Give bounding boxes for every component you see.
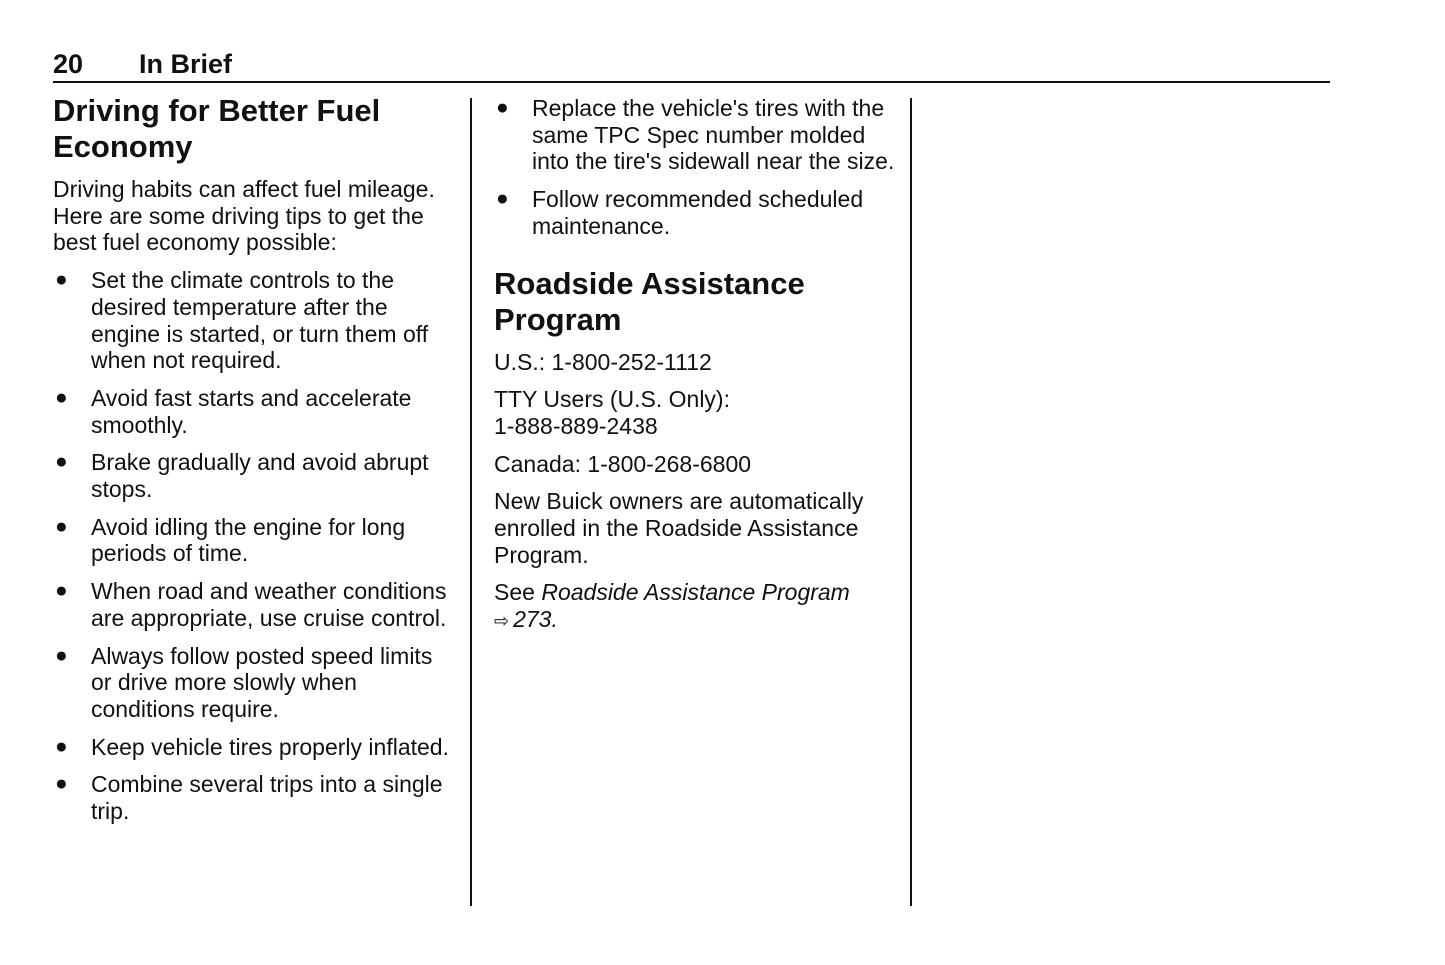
bullet-icon: ● bbox=[55, 268, 68, 292]
list-item: ● Brake gradually and avoid abrupt stops. bbox=[55, 449, 429, 503]
section-title: In Brief bbox=[139, 49, 233, 79]
bullet-icon: ● bbox=[55, 385, 68, 409]
bullet-icon: ● bbox=[55, 514, 68, 538]
list-item: ● When road and weather conditions are appropriate, use cruise control. bbox=[55, 578, 447, 631]
bullet-icon: ● bbox=[55, 734, 68, 758]
bullet-icon: ● bbox=[55, 772, 68, 796]
list-item: ● Always follow posted speed limits or drive more slowly when conditions require. bbox=[55, 642, 433, 722]
bullet-icon: ● bbox=[55, 579, 68, 603]
page-ref-arrow-icon: ⇨ bbox=[494, 611, 510, 632]
roadside-heading: Roadside Assistance Program bbox=[494, 265, 805, 337]
see-link[interactable]: Roadside Assistance Program bbox=[541, 579, 850, 606]
page-number: 20 bbox=[53, 49, 84, 79]
column-divider-left bbox=[470, 98, 472, 906]
list-item: ● Follow recommended scheduled maintenance. bbox=[496, 186, 864, 239]
fuel-economy-intro: Driving habits can affect fuel mileage. Here are some driving tips to get the best fuel economy possible: bbox=[53, 176, 435, 256]
list-item: ● Avoid fast starts and accelerate smoothly. bbox=[55, 384, 412, 438]
middle-column bbox=[494, 95, 899, 635]
list-item: ● Keep vehicle tires properly inflated. bbox=[55, 733, 449, 760]
header-rule bbox=[53, 81, 1330, 83]
page-header bbox=[53, 44, 1330, 82]
bullet-icon: ● bbox=[55, 450, 68, 474]
left-column bbox=[53, 93, 453, 825]
cross-reference bbox=[494, 579, 899, 634]
see-page[interactable]: 273 bbox=[513, 606, 552, 633]
see-suffix: . bbox=[551, 606, 558, 633]
fuel-economy-heading: Driving for Better Fuel Economy bbox=[53, 93, 381, 164]
bullet-icon: ● bbox=[496, 96, 509, 119]
see-prefix: See bbox=[494, 579, 535, 606]
bullet-icon: ● bbox=[496, 187, 509, 211]
us-phone: U.S.: 1-800-252-1112 bbox=[494, 348, 712, 375]
column-divider-right bbox=[910, 98, 912, 906]
tty-label: TTY Users (U.S. Only): bbox=[494, 386, 730, 413]
roadside-description: New Buick owners are automatically enrolled in the Roadside Assistance Program. bbox=[494, 488, 864, 568]
fuel-tips-list-continued bbox=[494, 95, 899, 240]
list-item: ● Combine several trips into a single trip. bbox=[55, 771, 443, 825]
bullet-icon: ● bbox=[55, 643, 68, 667]
list-item: ● Set the climate controls to the desired temperature after the engine is started, or turn them off when not required. bbox=[55, 267, 429, 374]
list-item: ● Replace the vehicle's tires with the same TPC Spec number molded into the tire's sidewall near the size. bbox=[496, 95, 895, 175]
tty-phone: 1-888-889-2438 bbox=[494, 412, 658, 439]
canada-phone: Canada: 1-800-268-6800 bbox=[494, 450, 752, 477]
fuel-tips-list bbox=[53, 267, 453, 825]
list-item: ● Avoid idling the engine for long periods of time. bbox=[55, 513, 406, 567]
